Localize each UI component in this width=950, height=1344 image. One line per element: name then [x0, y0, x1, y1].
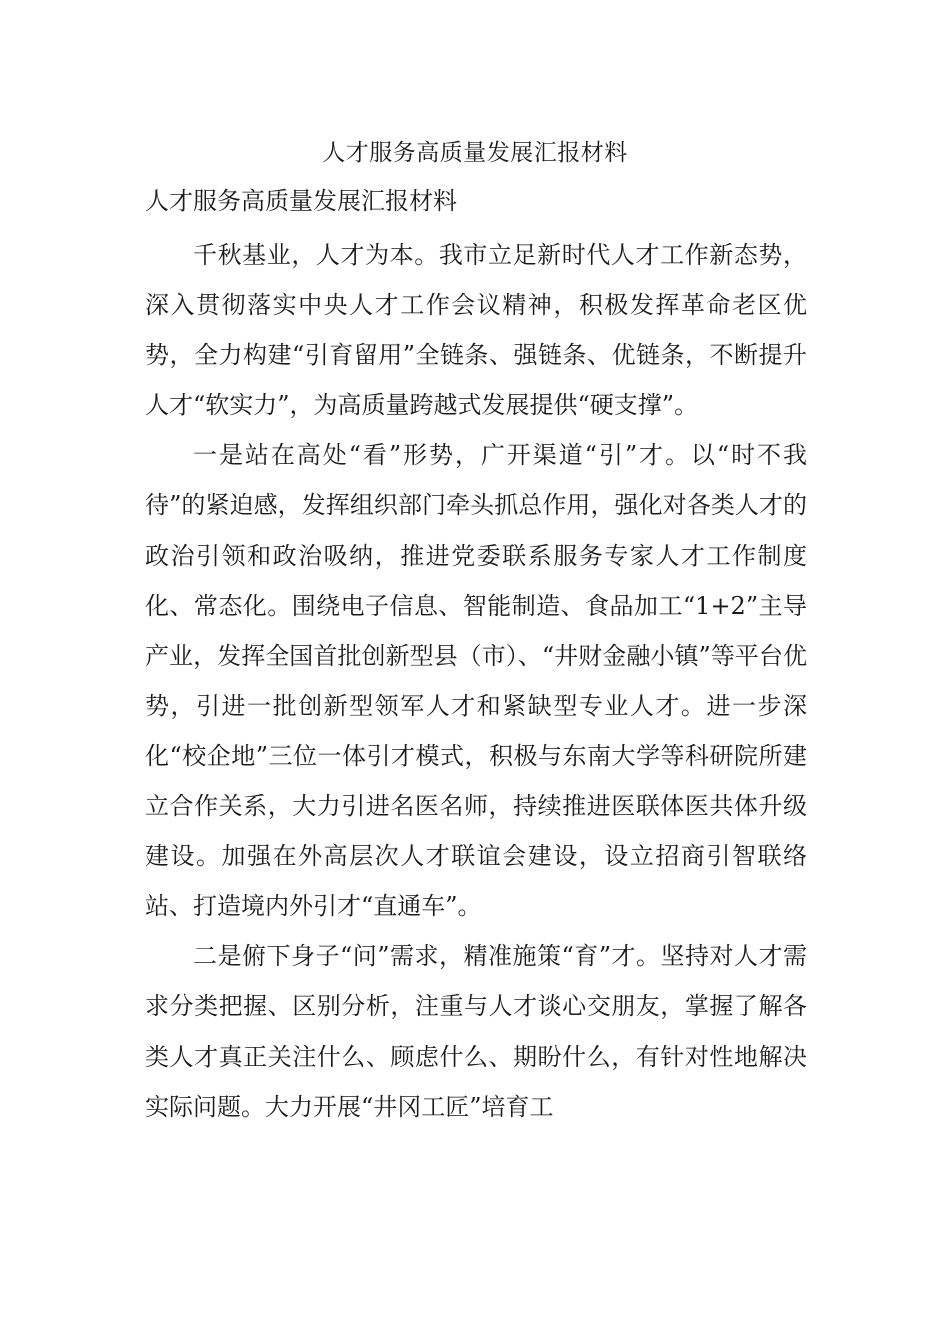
document-body — [145, 230, 807, 1132]
paragraph-intro: 千秋基业，人才为本。我市立足新时代人才工作新态势，深入贯彻落实中央人才工作会议精神，积极发挥革命老区优势，全力构建“引育留用”全链条、强链条、优链条，不断提升人才“软实力”，为高质量跨越式发展提供“硬支撑”。 — [145, 241, 807, 420]
paragraph-talent-cultivation: 二是俯下身子“问”需求，精准施策“育”才。坚持对人才需求分类把握、区别分析，注重与人才谈心交朋友，掌握了解各类人才真正关注什么、顾虑什么、期盼什么，有针对性地解决实际问题。大力开展“井冈工匠”培育工 — [145, 942, 807, 1121]
paragraph-talent-attraction: 一是站在高处“看”形势，广开渠道“引”才。以“时不我待”的紧迫感，发挥组织部门牵头抓总作用，强化对各类人才的政治引领和政治吸纳，推进党委联系服务专家人才工作制度化、常态化。围绕电子信息、智能制造、食品加工“1+2”主导产业，发挥全国首批创新型县（市）、“井财金融小镇”等平台优势，引进一批创新型领军人才和紧缺型专业人才。进一步深化“校企地”三位一体引才模式，积极与东南大学等科研院所建立合作关系，大力引进名医名师，持续推进医联体医共体升级建设。加强在外高层次人才联谊会建设，设立招商引智联络站、打造境内外引才“直通车”。 — [145, 441, 807, 921]
document-title: 人才服务高质量发展汇报材料 — [322, 140, 628, 166]
document-subtitle: 人才服务高质量发展汇报材料 — [145, 187, 457, 215]
